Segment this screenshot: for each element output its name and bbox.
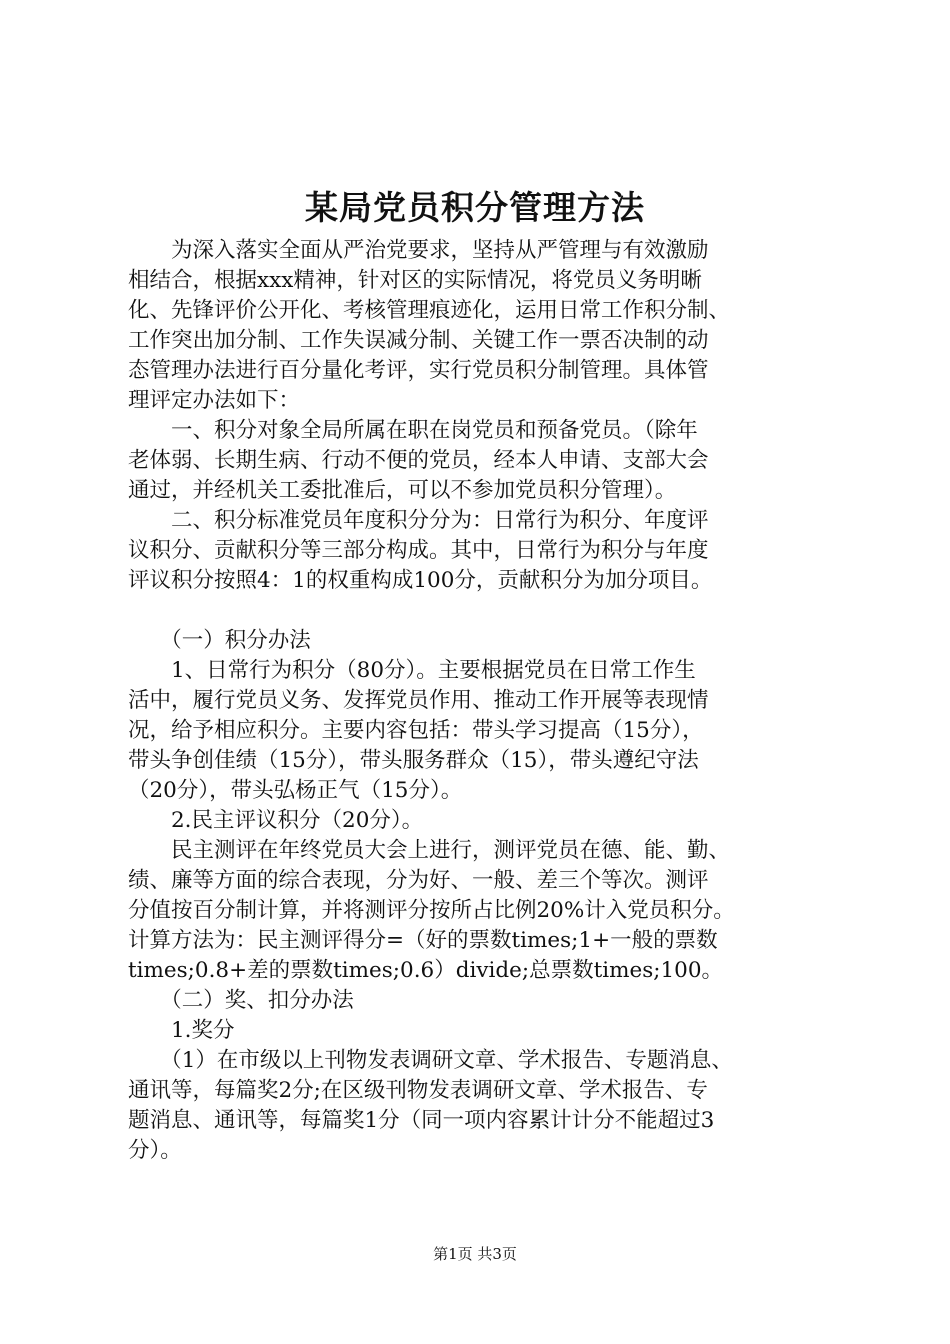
- body-text-line: 通讯等，每篇奖2分;在区级刊物发表调研文章、学术报告、专: [128, 1078, 708, 1103]
- body-text-line: 民主测评在年终党员大会上进行，测评党员在德、能、勤、: [128, 838, 731, 863]
- body-text-line: 带头争创佳绩（15分），带头服务群众（15），带头遵纪守法: [128, 748, 699, 773]
- body-text-line: 分值按百分制计算，并将测评分按所占比例20%计入党员积分。: [128, 898, 735, 923]
- body-text-line: 计算方法为：民主测评得分=（好的票数times;1+一般的票数: [128, 928, 718, 953]
- blank-line: [128, 596, 844, 626]
- body-text-line: 一、积分对象全局所属在职在岗党员和预备党员。（除年: [128, 418, 698, 443]
- body-text-line: 理评定办法如下：: [128, 388, 301, 413]
- body-text-line: 题消息、通讯等，每篇奖1分（同一项内容累计计分不能超过3: [128, 1108, 715, 1133]
- body-text-line: （二）奖、扣分办法: [128, 988, 354, 1013]
- document-body: [128, 236, 844, 1166]
- body-text-line: 为深入落实全面从严治党要求，坚持从严管理与有效激励: [128, 238, 709, 263]
- body-text-line: 工作突出加分制、工作失误减分制、关键工作一票否决制的动: [128, 328, 709, 353]
- body-text-line: 相结合，根据xxx精神，针对区的实际情况，将党员义务明晰: [128, 268, 702, 293]
- body-text-line: 议积分、贡献积分等三部分构成。其中，日常行为积分与年度: [128, 538, 709, 563]
- body-text-line: 评议积分按照4：1的权重构成100分，贡献积分为加分项目。: [128, 568, 713, 593]
- body-text-line: 1、日常行为积分（80分）。主要根据党员在日常工作生: [128, 658, 696, 683]
- document-title: 某局党员积分管理方法: [305, 188, 645, 227]
- body-text-line: 2.民主评议积分（20分）。: [128, 808, 424, 833]
- body-text-line: （1）在市级以上刊物发表调研文章、学术报告、专题消息、: [128, 1048, 733, 1073]
- body-text-line: 分）。: [128, 1138, 182, 1163]
- body-text-line: 况，给予相应积分。主要内容包括：带头学习提高（15分），: [128, 718, 704, 743]
- body-text-line: 绩、廉等方面的综合表现，分为好、一般、差三个等次。测评: [128, 868, 709, 893]
- body-text-line: （20分），带头弘杨正气（15分）。: [128, 778, 463, 803]
- body-text-line: times;0.8+差的票数times;0.6）divide;总票数times;100。: [128, 958, 724, 983]
- page-footer: 第1页 共3页: [433, 1245, 517, 1263]
- body-text-line: （一）积分办法: [128, 628, 311, 653]
- body-text-line: 通过，并经机关工委批准后，可以不参加党员积分管理）。: [128, 478, 677, 503]
- body-text-line: 活中，履行党员义务、发挥党员作用、推动工作开展等表现情: [128, 688, 709, 713]
- body-text-line: 1.奖分: [128, 1018, 235, 1043]
- body-text-line: 化、先锋评价公开化、考核管理痕迹化，运用日常工作积分制、: [128, 298, 731, 323]
- body-text-line: 二、积分标准党员年度积分分为：日常行为积分、年度评: [128, 508, 709, 533]
- body-text-line: 老体弱、长期生病、行动不便的党员，经本人申请、支部大会: [128, 448, 709, 473]
- body-text-line: 态管理办法进行百分量化考评，实行党员积分制管理。具体管: [128, 358, 709, 383]
